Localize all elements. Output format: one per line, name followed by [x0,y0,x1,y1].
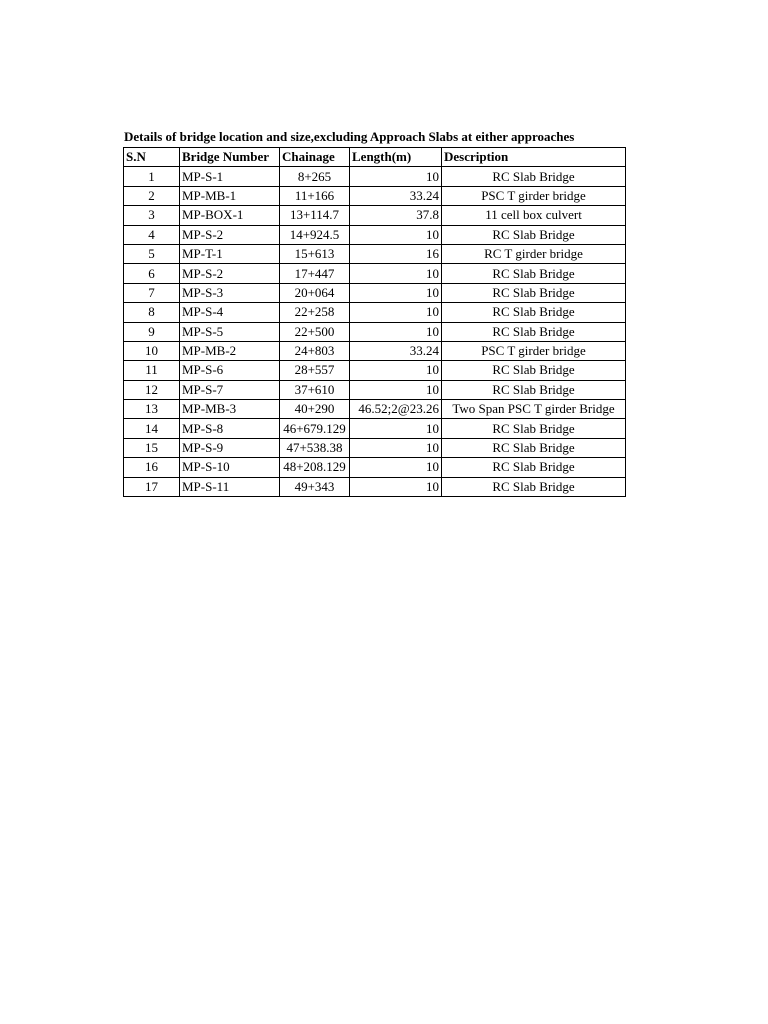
cell-sn: 7 [124,283,180,302]
cell-length: 46.52;2@23.26 [350,400,442,419]
cell-chainage: 24+803 [280,341,350,360]
cell-length: 10 [350,380,442,399]
cell-chainage: 14+924.5 [280,225,350,244]
cell-length: 10 [350,303,442,322]
cell-description: Two Span PSC T girder Bridge [442,400,626,419]
cell-bridge-number: MP-S-2 [180,225,280,244]
cell-sn: 14 [124,419,180,438]
cell-chainage: 22+500 [280,322,350,341]
cell-sn: 3 [124,206,180,225]
cell-length: 10 [350,477,442,496]
cell-description: RC Slab Bridge [442,322,626,341]
cell-chainage: 46+679.129 [280,419,350,438]
cell-description: RC Slab Bridge [442,380,626,399]
cell-sn: 1 [124,167,180,186]
bridge-table [123,147,626,497]
table-row [124,206,626,225]
cell-sn: 6 [124,264,180,283]
cell-description: RC Slab Bridge [442,283,626,302]
header-bridge-number: Bridge Number [180,148,280,167]
table-row [124,400,626,419]
table-row [124,322,626,341]
cell-bridge-number: MP-T-1 [180,244,280,263]
table-title: Details of bridge location and size,excluding Approach Slabs at either approaches [124,129,575,144]
cell-bridge-number: MP-BOX-1 [180,206,280,225]
cell-description: RC Slab Bridge [442,167,626,186]
cell-description: RC Slab Bridge [442,225,626,244]
cell-chainage: 48+208.129 [280,458,350,477]
cell-sn: 15 [124,438,180,457]
cell-length: 10 [350,225,442,244]
cell-bridge-number: MP-S-4 [180,303,280,322]
cell-sn: 8 [124,303,180,322]
cell-length: 10 [350,167,442,186]
cell-length: 10 [350,361,442,380]
cell-bridge-number: MP-S-10 [180,458,280,477]
table-body [124,167,626,497]
cell-length: 16 [350,244,442,263]
cell-sn: 10 [124,341,180,360]
table-row [124,225,626,244]
cell-description: RC Slab Bridge [442,477,626,496]
cell-length: 10 [350,264,442,283]
cell-length: 33.24 [350,186,442,205]
table-header-row [124,148,626,167]
table-row [124,458,626,477]
cell-chainage: 49+343 [280,477,350,496]
cell-length: 10 [350,458,442,477]
cell-description: 11 cell box culvert [442,206,626,225]
cell-length: 10 [350,438,442,457]
header-description: Description [442,148,626,167]
cell-length: 10 [350,322,442,341]
table-row [124,303,626,322]
cell-description: RC Slab Bridge [442,303,626,322]
cell-chainage: 15+613 [280,244,350,263]
cell-chainage: 20+064 [280,283,350,302]
cell-sn: 2 [124,186,180,205]
cell-description: RC Slab Bridge [442,438,626,457]
cell-bridge-number: MP-S-6 [180,361,280,380]
table-row [124,283,626,302]
cell-chainage: 28+557 [280,361,350,380]
cell-length: 10 [350,283,442,302]
cell-chainage: 13+114.7 [280,206,350,225]
cell-bridge-number: MP-S-9 [180,438,280,457]
cell-sn: 4 [124,225,180,244]
cell-bridge-number: MP-S-11 [180,477,280,496]
cell-sn: 11 [124,361,180,380]
cell-sn: 12 [124,380,180,399]
cell-chainage: 22+258 [280,303,350,322]
table-row [124,438,626,457]
header-length: Length(m) [350,148,442,167]
cell-sn: 9 [124,322,180,341]
cell-chainage: 47+538.38 [280,438,350,457]
cell-bridge-number: MP-MB-1 [180,186,280,205]
header-sn: S.N [124,148,180,167]
cell-length: 37.8 [350,206,442,225]
cell-sn: 17 [124,477,180,496]
cell-description: RC Slab Bridge [442,264,626,283]
table-row [124,380,626,399]
cell-length: 33.24 [350,341,442,360]
cell-bridge-number: MP-S-2 [180,264,280,283]
cell-sn: 16 [124,458,180,477]
cell-sn: 5 [124,244,180,263]
table-row [124,419,626,438]
cell-chainage: 11+166 [280,186,350,205]
cell-bridge-number: MP-S-7 [180,380,280,399]
cell-sn: 13 [124,400,180,419]
table-row [124,244,626,263]
cell-bridge-number: MP-S-1 [180,167,280,186]
cell-description: RC T girder bridge [442,244,626,263]
cell-description: PSC T girder bridge [442,341,626,360]
table-row [124,361,626,380]
table-row [124,167,626,186]
cell-description: RC Slab Bridge [442,361,626,380]
cell-bridge-number: MP-S-8 [180,419,280,438]
table-row [124,477,626,496]
table-row [124,264,626,283]
cell-description: RC Slab Bridge [442,419,626,438]
table-row [124,186,626,205]
cell-bridge-number: MP-S-3 [180,283,280,302]
header-chainage: Chainage [280,148,350,167]
cell-chainage: 8+265 [280,167,350,186]
cell-description: PSC T girder bridge [442,186,626,205]
table-row [124,341,626,360]
cell-bridge-number: MP-S-5 [180,322,280,341]
cell-chainage: 37+610 [280,380,350,399]
cell-chainage: 17+447 [280,264,350,283]
cell-length: 10 [350,419,442,438]
cell-bridge-number: MP-MB-3 [180,400,280,419]
cell-chainage: 40+290 [280,400,350,419]
cell-description: RC Slab Bridge [442,458,626,477]
cell-bridge-number: MP-MB-2 [180,341,280,360]
